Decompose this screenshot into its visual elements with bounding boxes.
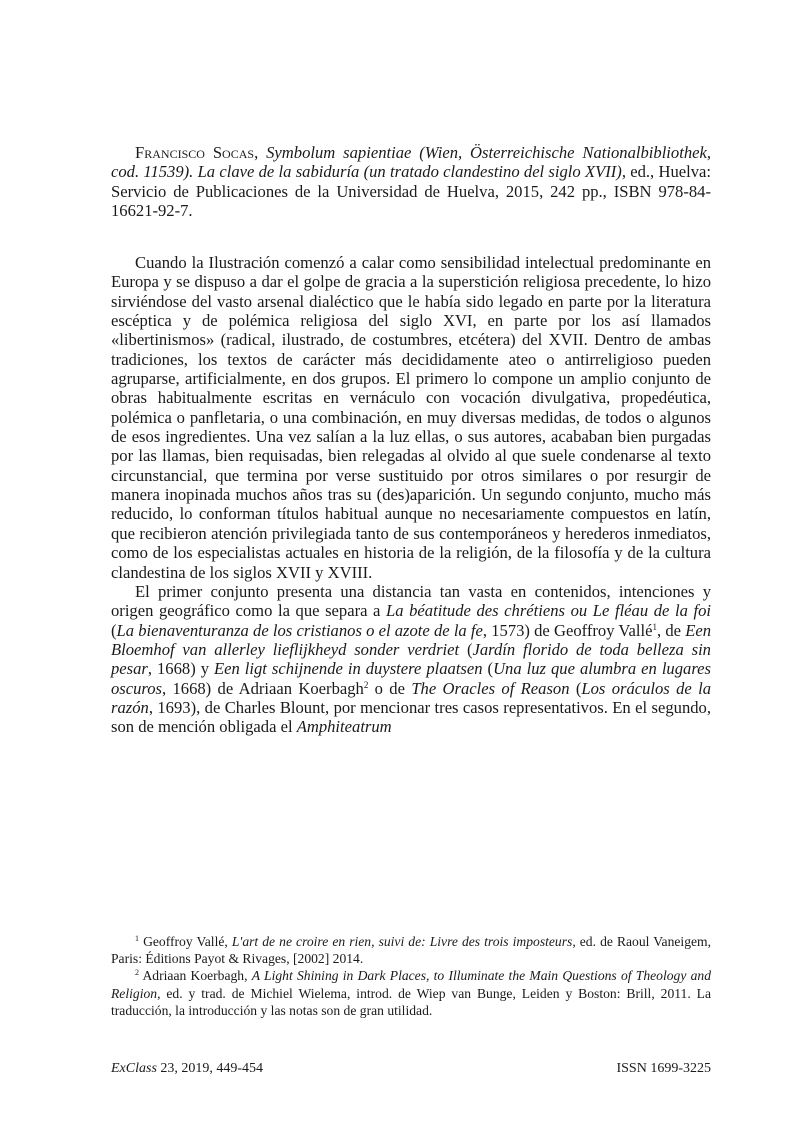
text-run: ,	[254, 143, 267, 162]
footnote-marker: 2	[363, 679, 369, 690]
paragraph	[111, 253, 711, 582]
text-run: El primer conjunto presenta una distancia tan vasta en contenidos, intenciones y origen geográfico como la que separa a	[111, 581, 711, 621]
footnotes	[111, 933, 711, 1019]
italic-title: Een Bloemhof van allerley lieflijkheyd sonder verdriet	[111, 620, 711, 659]
text-run: Geoffroy Vallé,	[139, 934, 232, 949]
text-run: , ed., Huelva: Servicio de Publicaciones de la Universidad de Huelva, 2015, 242 pp., ISBN 978-84-16621-92-7.	[111, 162, 711, 221]
text-run: (	[111, 620, 117, 640]
text-run: , de	[656, 620, 686, 640]
journal-citation	[111, 1061, 263, 1077]
volume-pages: 23, 2019, 449-454	[156, 1061, 264, 1076]
text-run: (	[459, 639, 473, 659]
text-run: (	[482, 659, 494, 679]
footnote-marker: 2	[135, 968, 139, 978]
text-run: Adriaan Koerbagh,	[139, 968, 252, 984]
text-run: , 1693), de Charles Blount, por mencionar tres casos representativos. En el segundo, son de mención obligada el	[111, 697, 711, 737]
italic-title: La béatitude des chrétiens ou Le fléau de la foi	[386, 601, 711, 621]
italic-title: Los oráculos de la razón	[111, 678, 712, 717]
text-run: , 1668) de Adriaan Koerbagh	[162, 678, 364, 698]
journal-name: ExClass	[111, 1061, 157, 1076]
footnote	[111, 967, 711, 1019]
italic-title: Jardín florido de toda belleza sin pesar	[111, 639, 711, 679]
review-body	[111, 253, 711, 737]
text-run: Cuando la Ilustración comenzó a calar como sensibilidad intelectual predominante en Europa y se dispuso a dar el golpe de gracia a la superstición religiosa precedente, lo hizo sirviéndose del vasto arsenal dialéctico que le había sido legado en parte por la literatura escéptica y de polémica religiosa del siglo XVI, en parte por los así llamados «libertinismos» (radical, ilustrado, de costumbres, etcétera) del XVII. Dentro de ambas tradiciones, los textos de carácter más decididamente ateo o antirreligioso pueden agruparse, artificialmente, en dos grupos. El primero lo compone un amplio conjunto de obras habitualmente escritas en vernáculo con vocación divulgativa, propedéutica, polémica o panfletaria, o una combinación, en muy diversas medidas, de todos o algunos de esos ingredientes. Una vez salían a la luz ellas, o sus autores, acababan bien purgadas por las llamas, bien requisadas, bien relegadas al olvido al que suele condenarse al texto circunstancial, que termina por verse sustituido por otros similares o por resurgir de manera inopinada muchos años tras su (des)aparición. Un segundo conjunto, mucho más reducido, lo conforman títulos habitual aunque no necesariamente compuestos en latín, que recibieron atención privilegiada tanto de sus contemporáneos y herederos inmediatos, como de los especialistas actuales en historia de la religión, de la filosofía y de la cultura clandestina de los siglos XVII y XVIII.	[111, 253, 711, 582]
paragraph	[111, 582, 711, 737]
text-run: , ed. de Raoul Vaneigem, Paris: Éditions Payot & Rivages, [2002] 2014.	[111, 934, 711, 967]
text-run: , ed. y trad. de Michiel Wielema, introd. de Wiep van Bunge, Leiden y Boston: Brill, 2011. La traducción, la introducción y las notas son de gran utilidad.	[111, 985, 711, 1018]
issn: ISSN 1699-3225	[616, 1061, 711, 1076]
text-run: , 1668) y	[147, 659, 214, 679]
footnote-marker: 1	[135, 934, 139, 943]
text-run: , 1573) de Geoffroy Vallé	[482, 620, 653, 640]
author-name: Francisco Socas	[135, 143, 255, 162]
italic-title: A Light Shining in Dark Places, to Illuminate the Main Questions of Theology and Religion	[111, 968, 711, 1001]
footnote	[111, 933, 711, 967]
italic-title: La bienaventuranza de los cristianos o el azote de la fe	[116, 620, 483, 640]
text-run: o de	[368, 678, 412, 698]
reference-paragraph	[111, 143, 711, 220]
italic-title: L'art de ne croire en rien, suivi de: Livre des trois imposteurs	[231, 934, 573, 949]
page-footer	[111, 1061, 711, 1077]
text-run: (	[569, 678, 582, 698]
footnote-marker: 1	[652, 621, 657, 632]
italic-title: Symbolum sapientiae (Wien, Österreichische Nationalbibliothek, cod. 11539). La clave de la sabiduría (un tratado clandestino del siglo XVII)	[111, 143, 712, 182]
italic-title: Una luz que alumbra en lugares oscuros	[111, 659, 711, 698]
italic-title: The Oracles of Reason	[411, 678, 570, 698]
italic-title: Een ligt schijnende in duystere plaatsen	[214, 659, 483, 679]
book-reference	[111, 143, 711, 220]
italic-title: Amphiteatrum	[296, 717, 392, 737]
